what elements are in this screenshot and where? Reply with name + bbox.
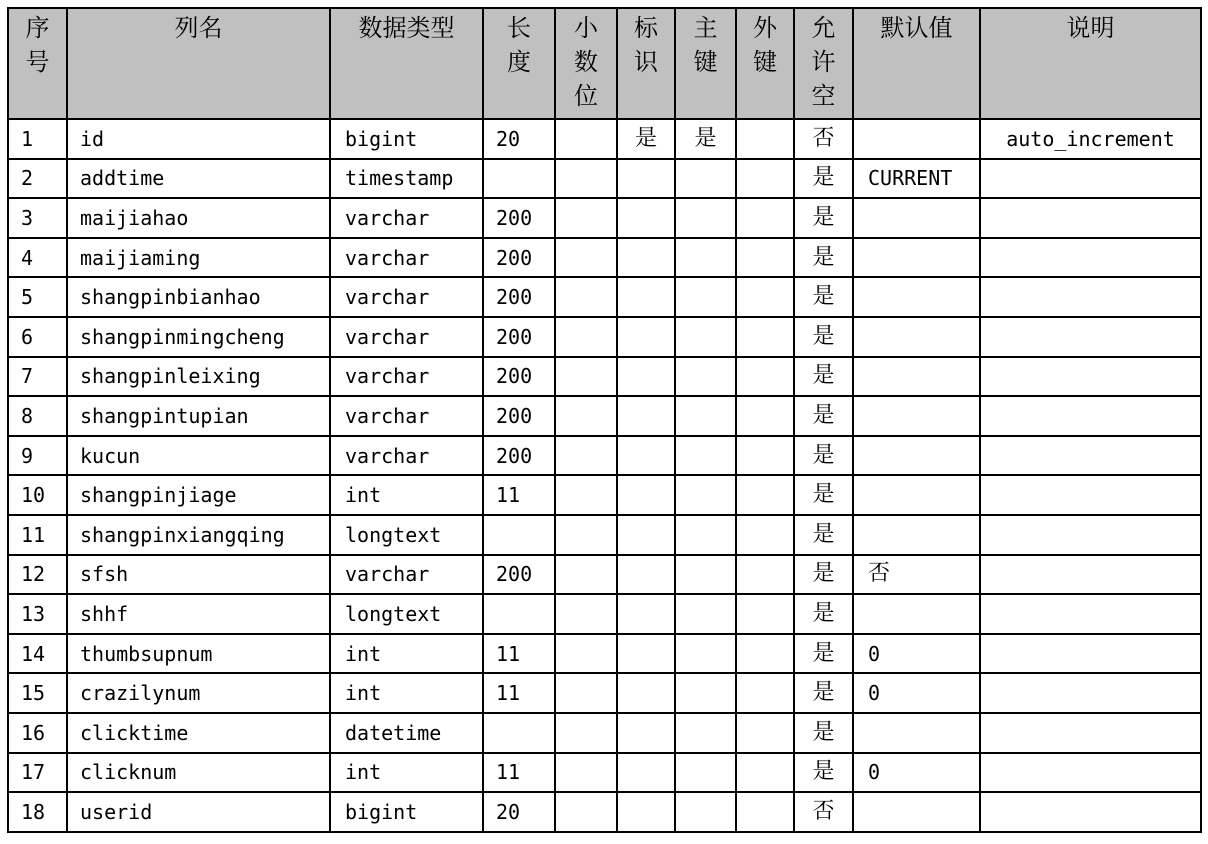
cell-description — [980, 555, 1201, 595]
cell-primary-key — [675, 594, 736, 634]
cell-length: 200 — [483, 436, 555, 476]
cell-primary-key — [675, 277, 736, 317]
cell-identity — [617, 159, 675, 199]
table-row — [8, 634, 1201, 674]
cell-description — [980, 198, 1201, 238]
cell-description — [980, 277, 1201, 317]
cell-primary-key — [675, 198, 736, 238]
cell-description: auto_increment — [980, 119, 1201, 159]
cell-identity — [617, 555, 675, 595]
cell-length — [483, 159, 555, 199]
cell-primary-key — [675, 792, 736, 832]
table-row — [8, 555, 1201, 595]
table-row — [8, 396, 1201, 436]
cell-foreign-key — [736, 159, 794, 199]
cell-seq: 11 — [8, 515, 67, 555]
cell-nullable: 是 — [794, 396, 853, 436]
cell-data-type: bigint — [330, 792, 483, 832]
cell-primary-key — [675, 159, 736, 199]
cell-foreign-key — [736, 753, 794, 793]
cell-description — [980, 159, 1201, 199]
cell-nullable: 是 — [794, 159, 853, 199]
cell-data-type: varchar — [330, 396, 483, 436]
cell-data-type: longtext — [330, 515, 483, 555]
cell-description — [980, 238, 1201, 278]
cell-seq: 12 — [8, 555, 67, 595]
cell-primary-key — [675, 317, 736, 357]
cell-seq: 4 — [8, 238, 67, 278]
cell-seq: 1 — [8, 119, 67, 159]
cell-column-name: shangpintupian — [67, 396, 330, 436]
cell-column-name: clicknum — [67, 753, 330, 793]
header-identity: 标 识 — [617, 8, 675, 119]
table-row — [8, 119, 1201, 159]
cell-description — [980, 673, 1201, 713]
cell-data-type: int — [330, 634, 483, 674]
cell-nullable: 是 — [794, 555, 853, 595]
cell-nullable: 是 — [794, 753, 853, 793]
cell-length: 11 — [483, 753, 555, 793]
cell-seq: 3 — [8, 198, 67, 238]
cell-default — [853, 357, 980, 397]
cell-identity — [617, 198, 675, 238]
cell-length: 200 — [483, 198, 555, 238]
cell-foreign-key — [736, 238, 794, 278]
cell-default: 0 — [853, 673, 980, 713]
cell-nullable: 是 — [794, 515, 853, 555]
cell-identity — [617, 317, 675, 357]
cell-description — [980, 792, 1201, 832]
cell-description — [980, 475, 1201, 515]
header-column-name: 列名 — [67, 8, 330, 119]
cell-default: 否 — [853, 555, 980, 595]
cell-primary-key — [675, 238, 736, 278]
cell-primary-key — [675, 436, 736, 476]
table-body — [8, 119, 1201, 832]
cell-data-type: int — [330, 753, 483, 793]
cell-nullable: 是 — [794, 277, 853, 317]
cell-identity — [617, 238, 675, 278]
cell-identity — [617, 515, 675, 555]
cell-seq: 10 — [8, 475, 67, 515]
cell-column-name: crazilynum — [67, 673, 330, 713]
table-row — [8, 277, 1201, 317]
cell-nullable: 是 — [794, 198, 853, 238]
cell-length — [483, 713, 555, 753]
cell-data-type: varchar — [330, 436, 483, 476]
table-container — [7, 7, 1202, 833]
cell-foreign-key — [736, 357, 794, 397]
cell-data-type: datetime — [330, 713, 483, 753]
cell-decimals — [555, 357, 617, 397]
cell-length: 200 — [483, 396, 555, 436]
cell-description — [980, 713, 1201, 753]
cell-column-name: userid — [67, 792, 330, 832]
cell-primary-key — [675, 713, 736, 753]
cell-seq: 18 — [8, 792, 67, 832]
cell-description — [980, 594, 1201, 634]
cell-data-type: varchar — [330, 317, 483, 357]
cell-foreign-key — [736, 198, 794, 238]
cell-identity — [617, 713, 675, 753]
cell-column-name: shangpinxiangqing — [67, 515, 330, 555]
cell-default: 0 — [853, 634, 980, 674]
cell-foreign-key — [736, 119, 794, 159]
cell-foreign-key — [736, 396, 794, 436]
cell-decimals — [555, 436, 617, 476]
cell-nullable: 是 — [794, 634, 853, 674]
cell-column-name: addtime — [67, 159, 330, 199]
cell-data-type: bigint — [330, 119, 483, 159]
header-seq: 序 号 — [8, 8, 67, 119]
cell-data-type: varchar — [330, 277, 483, 317]
cell-length: 200 — [483, 357, 555, 397]
cell-seq: 6 — [8, 317, 67, 357]
cell-default — [853, 277, 980, 317]
cell-length: 11 — [483, 475, 555, 515]
cell-primary-key — [675, 357, 736, 397]
table-row — [8, 792, 1201, 832]
cell-description — [980, 357, 1201, 397]
cell-decimals — [555, 555, 617, 595]
table-row — [8, 753, 1201, 793]
cell-decimals — [555, 475, 617, 515]
cell-identity — [617, 277, 675, 317]
table-row — [8, 713, 1201, 753]
cell-foreign-key — [736, 475, 794, 515]
cell-column-name: shangpinbianhao — [67, 277, 330, 317]
cell-description — [980, 436, 1201, 476]
cell-default — [853, 475, 980, 515]
cell-seq: 5 — [8, 277, 67, 317]
cell-identity — [617, 475, 675, 515]
cell-identity — [617, 436, 675, 476]
table-row — [8, 515, 1201, 555]
cell-foreign-key — [736, 317, 794, 357]
cell-data-type: int — [330, 475, 483, 515]
cell-primary-key: 是 — [675, 119, 736, 159]
cell-length: 200 — [483, 317, 555, 357]
cell-length: 11 — [483, 673, 555, 713]
cell-nullable: 是 — [794, 317, 853, 357]
cell-decimals — [555, 198, 617, 238]
cell-default — [853, 515, 980, 555]
cell-default — [853, 396, 980, 436]
cell-length: 11 — [483, 634, 555, 674]
cell-primary-key — [675, 673, 736, 713]
cell-decimals — [555, 673, 617, 713]
cell-decimals — [555, 277, 617, 317]
cell-primary-key — [675, 753, 736, 793]
cell-primary-key — [675, 515, 736, 555]
header-data-type: 数据类型 — [330, 8, 483, 119]
cell-seq: 17 — [8, 753, 67, 793]
cell-nullable: 否 — [794, 792, 853, 832]
cell-default — [853, 594, 980, 634]
cell-data-type: timestamp — [330, 159, 483, 199]
table-row — [8, 357, 1201, 397]
table-row — [8, 159, 1201, 199]
cell-seq: 8 — [8, 396, 67, 436]
cell-nullable: 是 — [794, 357, 853, 397]
cell-data-type: varchar — [330, 198, 483, 238]
cell-identity — [617, 594, 675, 634]
cell-foreign-key — [736, 673, 794, 713]
cell-nullable: 是 — [794, 475, 853, 515]
header-description: 说明 — [980, 8, 1201, 119]
cell-column-name: shhf — [67, 594, 330, 634]
cell-seq: 15 — [8, 673, 67, 713]
cell-column-name: shangpinleixing — [67, 357, 330, 397]
cell-primary-key — [675, 555, 736, 595]
cell-default — [853, 713, 980, 753]
cell-nullable: 是 — [794, 673, 853, 713]
table-row — [8, 594, 1201, 634]
cell-seq: 14 — [8, 634, 67, 674]
cell-decimals — [555, 159, 617, 199]
cell-description — [980, 317, 1201, 357]
cell-decimals — [555, 119, 617, 159]
cell-column-name: maijiaming — [67, 238, 330, 278]
cell-decimals — [555, 317, 617, 357]
cell-length: 200 — [483, 555, 555, 595]
cell-column-name: shangpinmingcheng — [67, 317, 330, 357]
cell-primary-key — [675, 634, 736, 674]
cell-seq: 9 — [8, 436, 67, 476]
cell-seq: 16 — [8, 713, 67, 753]
cell-length: 20 — [483, 792, 555, 832]
cell-description — [980, 515, 1201, 555]
cell-data-type: varchar — [330, 357, 483, 397]
cell-foreign-key — [736, 436, 794, 476]
cell-default — [853, 317, 980, 357]
header-foreign-key: 外 键 — [736, 8, 794, 119]
cell-identity — [617, 753, 675, 793]
header-default: 默认值 — [853, 8, 980, 119]
schema-table — [7, 7, 1202, 833]
cell-primary-key — [675, 396, 736, 436]
header-row — [8, 8, 1201, 119]
cell-length: 200 — [483, 238, 555, 278]
cell-default — [853, 792, 980, 832]
cell-decimals — [555, 713, 617, 753]
cell-nullable: 是 — [794, 436, 853, 476]
header-length: 长 度 — [483, 8, 555, 119]
table-row — [8, 198, 1201, 238]
cell-description — [980, 634, 1201, 674]
header-nullable: 允 许 空 — [794, 8, 853, 119]
cell-length: 20 — [483, 119, 555, 159]
cell-decimals — [555, 515, 617, 555]
cell-identity — [617, 792, 675, 832]
cell-identity — [617, 396, 675, 436]
cell-seq: 7 — [8, 357, 67, 397]
cell-foreign-key — [736, 713, 794, 753]
table-row — [8, 436, 1201, 476]
cell-column-name: kucun — [67, 436, 330, 476]
cell-decimals — [555, 792, 617, 832]
cell-decimals — [555, 753, 617, 793]
cell-data-type: varchar — [330, 238, 483, 278]
cell-foreign-key — [736, 277, 794, 317]
cell-nullable: 是 — [794, 238, 853, 278]
cell-column-name: shangpinjiage — [67, 475, 330, 515]
cell-decimals — [555, 594, 617, 634]
cell-nullable: 是 — [794, 713, 853, 753]
cell-default: 0 — [853, 753, 980, 793]
cell-column-name: maijiahao — [67, 198, 330, 238]
cell-default — [853, 436, 980, 476]
header-primary-key: 主 键 — [675, 8, 736, 119]
cell-data-type: varchar — [330, 555, 483, 595]
cell-identity — [617, 357, 675, 397]
cell-length — [483, 594, 555, 634]
cell-column-name: id — [67, 119, 330, 159]
cell-data-type: int — [330, 673, 483, 713]
cell-default: CURRENT — [853, 159, 980, 199]
table-row — [8, 475, 1201, 515]
table-row — [8, 673, 1201, 713]
cell-nullable: 是 — [794, 594, 853, 634]
cell-length: 200 — [483, 277, 555, 317]
cell-description — [980, 753, 1201, 793]
cell-data-type: longtext — [330, 594, 483, 634]
cell-decimals — [555, 634, 617, 674]
cell-decimals — [555, 396, 617, 436]
header-decimals: 小 数 位 — [555, 8, 617, 119]
cell-foreign-key — [736, 515, 794, 555]
cell-decimals — [555, 238, 617, 278]
table-row — [8, 317, 1201, 357]
cell-seq: 13 — [8, 594, 67, 634]
table-row — [8, 238, 1201, 278]
cell-foreign-key — [736, 555, 794, 595]
cell-default — [853, 119, 980, 159]
cell-length — [483, 515, 555, 555]
cell-identity: 是 — [617, 119, 675, 159]
cell-column-name: sfsh — [67, 555, 330, 595]
cell-default — [853, 198, 980, 238]
cell-seq: 2 — [8, 159, 67, 199]
cell-identity — [617, 634, 675, 674]
cell-foreign-key — [736, 594, 794, 634]
cell-nullable: 否 — [794, 119, 853, 159]
cell-column-name: thumbsupnum — [67, 634, 330, 674]
cell-foreign-key — [736, 792, 794, 832]
cell-primary-key — [675, 475, 736, 515]
cell-foreign-key — [736, 634, 794, 674]
cell-column-name: clicktime — [67, 713, 330, 753]
cell-identity — [617, 673, 675, 713]
cell-default — [853, 238, 980, 278]
cell-description — [980, 396, 1201, 436]
